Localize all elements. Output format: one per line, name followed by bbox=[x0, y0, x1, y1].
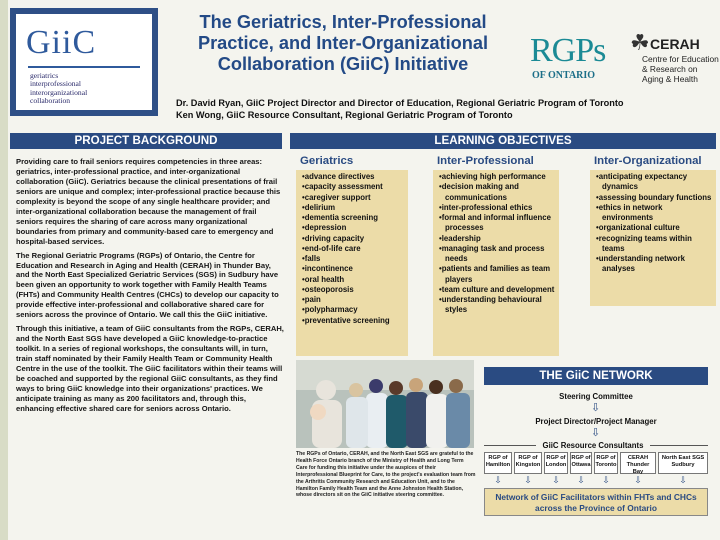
team-photo bbox=[296, 360, 474, 448]
author-list bbox=[176, 97, 716, 121]
objective-item: • preventative screening bbox=[301, 316, 405, 326]
objective-item: • inter-professional ethics bbox=[438, 203, 556, 213]
rgp-node-line1: RGP of bbox=[571, 455, 591, 461]
cerah-leaf-icon: ☘ bbox=[630, 30, 650, 55]
rgp-node-line1: RGP of bbox=[596, 455, 616, 461]
project-background-heading: PROJECT BACKGROUND bbox=[10, 133, 282, 149]
tagline-line: interorganizational bbox=[30, 87, 88, 97]
objective-item: • leadership bbox=[438, 234, 556, 244]
left-stripe bbox=[0, 0, 8, 540]
down-arrow-icon: ⇩ bbox=[591, 427, 601, 439]
objective-item: • decision making and communications bbox=[438, 182, 556, 203]
objective-item: • anticipating expectancy dynamics bbox=[595, 172, 713, 193]
rgp-node-line2: Hamilton bbox=[485, 462, 511, 468]
cerah-description: Centre for Education & Research on Aging & Health bbox=[642, 54, 719, 84]
down-arrow-icon: ⇩ bbox=[524, 475, 532, 485]
objective-item: • organizational culture bbox=[595, 223, 713, 233]
down-arrow-icon: ⇩ bbox=[577, 475, 585, 485]
objective-item: • understanding network analyses bbox=[595, 254, 713, 275]
rgps-wordmark: RGPs bbox=[530, 32, 606, 69]
facilitators-network-box: Network of GiiC Facilitators within FHTs and CHCs across the Province of Ontario bbox=[484, 488, 708, 516]
rgps-logo bbox=[530, 32, 612, 90]
rgp-node bbox=[620, 452, 656, 474]
down-arrow-icon: ⇩ bbox=[591, 402, 601, 414]
objective-item: • oral health bbox=[301, 275, 405, 285]
rgp-node-line2: Toronto bbox=[595, 462, 617, 468]
giic-logo-wordmark: GiiC bbox=[26, 24, 97, 61]
objective-item: • understanding behavioural styles bbox=[438, 295, 556, 316]
objective-item: • depression bbox=[301, 223, 405, 233]
rgp-node-line1: North East SGS bbox=[661, 455, 705, 461]
author-line: Ken Wong, GiiC Resource Consultant, Regional Geriatric Program of Toronto bbox=[176, 110, 513, 120]
objective-item: • osteoporosis bbox=[301, 285, 405, 295]
giic-network-heading: THE GiiC NETWORK bbox=[484, 367, 708, 385]
objective-item: • end-of-life care bbox=[301, 244, 405, 254]
rgp-node bbox=[658, 452, 708, 474]
rgp-node bbox=[514, 452, 542, 474]
giic-logo-rule bbox=[28, 66, 140, 68]
down-arrow-icon: ⇩ bbox=[602, 475, 610, 485]
geriatrics-list bbox=[296, 170, 408, 356]
objective-item: • dementia screening bbox=[301, 213, 405, 223]
objective-item: • team culture and development bbox=[438, 285, 556, 295]
giic-logo bbox=[10, 8, 158, 116]
objective-item: • patients and families as team players bbox=[438, 264, 556, 285]
objective-item: • recognizing teams within teams bbox=[595, 234, 713, 255]
objective-item: • pain bbox=[301, 295, 405, 305]
objective-item: • polypharmacy bbox=[301, 305, 405, 315]
poster-title: The Geriatrics, Inter-Professional Practice, and Inter-Organizational Collaboration (GiiC) Initiative bbox=[197, 12, 489, 74]
author-line: Dr. David Ryan, GiiC Project Director and Director of Education, Regional Geriatric Program of Toronto bbox=[176, 98, 624, 108]
background-paragraph: Through this initiative, a team of GiiC consultants from the RGPs, CERAH, and the North East SGS have developed a GiiC knowledge-to-practice toolkit. In a series of regional workshops, the consultants will, in turn, train staff nominated by their Family Health Team or Community Health Centre in the use of the toolkit. The GiiC facilitators within their teams will be coached and supported by the regional GiiC consultants, as they find ways to bring GiiC knowledge into their organizations' practices. We anticipate training as many as 200 facilitators and, through this, enhancing effective shared care for seniors across Ontario. bbox=[16, 324, 284, 413]
learning-objectives-heading: LEARNING OBJECTIVES bbox=[290, 133, 716, 149]
objective-item: • caregiver support bbox=[301, 193, 405, 203]
rgp-node-line1: RGP of bbox=[546, 455, 566, 461]
rgp-node bbox=[484, 452, 512, 474]
rgp-node-line2: Thunder Bay bbox=[626, 462, 650, 475]
inter-professional-list bbox=[433, 170, 559, 356]
rgp-node bbox=[594, 452, 618, 474]
project-director-manager-label: Project Director/Project Manager bbox=[535, 417, 657, 426]
rgp-node bbox=[570, 452, 592, 474]
rgp-node-line1: RGP of bbox=[518, 455, 538, 461]
objective-item: • achieving high performance bbox=[438, 172, 556, 182]
tagline-line: geriatrics bbox=[30, 71, 59, 80]
objective-item: • driving capacity bbox=[301, 234, 405, 244]
tagline-line: interprofessional bbox=[30, 79, 82, 89]
inter-organizational-list bbox=[590, 170, 716, 306]
resource-consultants-label: GiiC Resource Consultants bbox=[536, 441, 650, 450]
objective-item: • capacity assessment bbox=[301, 182, 405, 192]
rgp-node-line2: London bbox=[545, 462, 567, 468]
inter-organizational-title: Inter-Organizational bbox=[594, 155, 702, 167]
steering-committee-label: Steering Committee bbox=[559, 392, 633, 401]
down-arrow-icon: ⇩ bbox=[634, 475, 642, 485]
rgp-node-line1: CERAH bbox=[627, 455, 649, 461]
rgp-node-line2: Ottawa bbox=[571, 462, 591, 468]
tagline-line: collaboration bbox=[30, 96, 71, 106]
rgp-node-line2: Kingston bbox=[515, 462, 541, 468]
objective-item: • advance directives bbox=[301, 172, 405, 182]
team-photo-illustration bbox=[296, 360, 474, 448]
down-arrow-icon: ⇩ bbox=[552, 475, 560, 485]
cerah-wordmark: CERAH bbox=[650, 36, 700, 52]
rgp-node-line2: Sudbury bbox=[671, 462, 695, 468]
project-background-text bbox=[16, 157, 284, 418]
geriatrics-title: Geriatrics bbox=[300, 155, 354, 167]
objective-item: • managing task and process needs bbox=[438, 244, 556, 265]
rgp-node-line1: RGP of bbox=[488, 455, 508, 461]
giic-logo-tagline bbox=[30, 72, 150, 106]
objective-item: • formal and informal influence processes bbox=[438, 213, 556, 234]
objective-item: • incontinence bbox=[301, 264, 405, 274]
background-paragraph: The Regional Geriatric Programs (RGPs) of Ontario, the Centre for Education and Research in Aging and Health (CERAH) in Thunder Bay, and the North East Specialized Geriatric Services (SGS) in Sudbury have been given an opportunity to work together with Family Health Teams (FHTs) and Community Health Centres (CHCs) to develop our capacity to provide effective inter-professional and collaborative shared care for seniors across the province of Ontario. We call this the GiiC initiative. bbox=[16, 250, 279, 320]
objective-item: • assessing boundary functions bbox=[595, 193, 713, 203]
down-arrow-icon: ⇩ bbox=[494, 475, 502, 485]
inter-professional-title: Inter-Professional bbox=[437, 155, 534, 167]
objective-item: • ethics in network environments bbox=[595, 203, 713, 224]
funding-caption: The RGPs of Ontario, CERAH, and the North East SGS are grateful to the Health Force Ontario branch of the Ministry of Health and Long Term Care for funding this initiative under the auspices of their Interprofessional Blueprint for Care, to the project's evaluation team from the Arthritis Community Research and Education Unit, and to the Hamilton Family Health Team and the Anne Johnston Health Station, whose directors sit on the GiiC initiative steering committee. bbox=[296, 451, 476, 499]
down-arrow-icon: ⇩ bbox=[679, 475, 687, 485]
objective-item: • falls bbox=[301, 254, 405, 264]
rgp-node bbox=[544, 452, 568, 474]
background-paragraph: Providing care to frail seniors requires competencies in three areas: geriatrics, inter-professional practice, and inter-organizational collaboration (GiiC). Geriatrics because the clinical presentations of frail seniors are unique and complex; inter-professional practice because this complexity is beyond the scope of any single healthcare provider; and inter-organizational collaboration because the management of frail seniors requires the sharing of care across many organizational boundaries from primary and community-based care to emergency and hospital-based services. bbox=[16, 157, 281, 246]
objective-item: • delirium bbox=[301, 203, 405, 213]
rgps-subtitle: OF ONTARIO bbox=[532, 70, 596, 81]
